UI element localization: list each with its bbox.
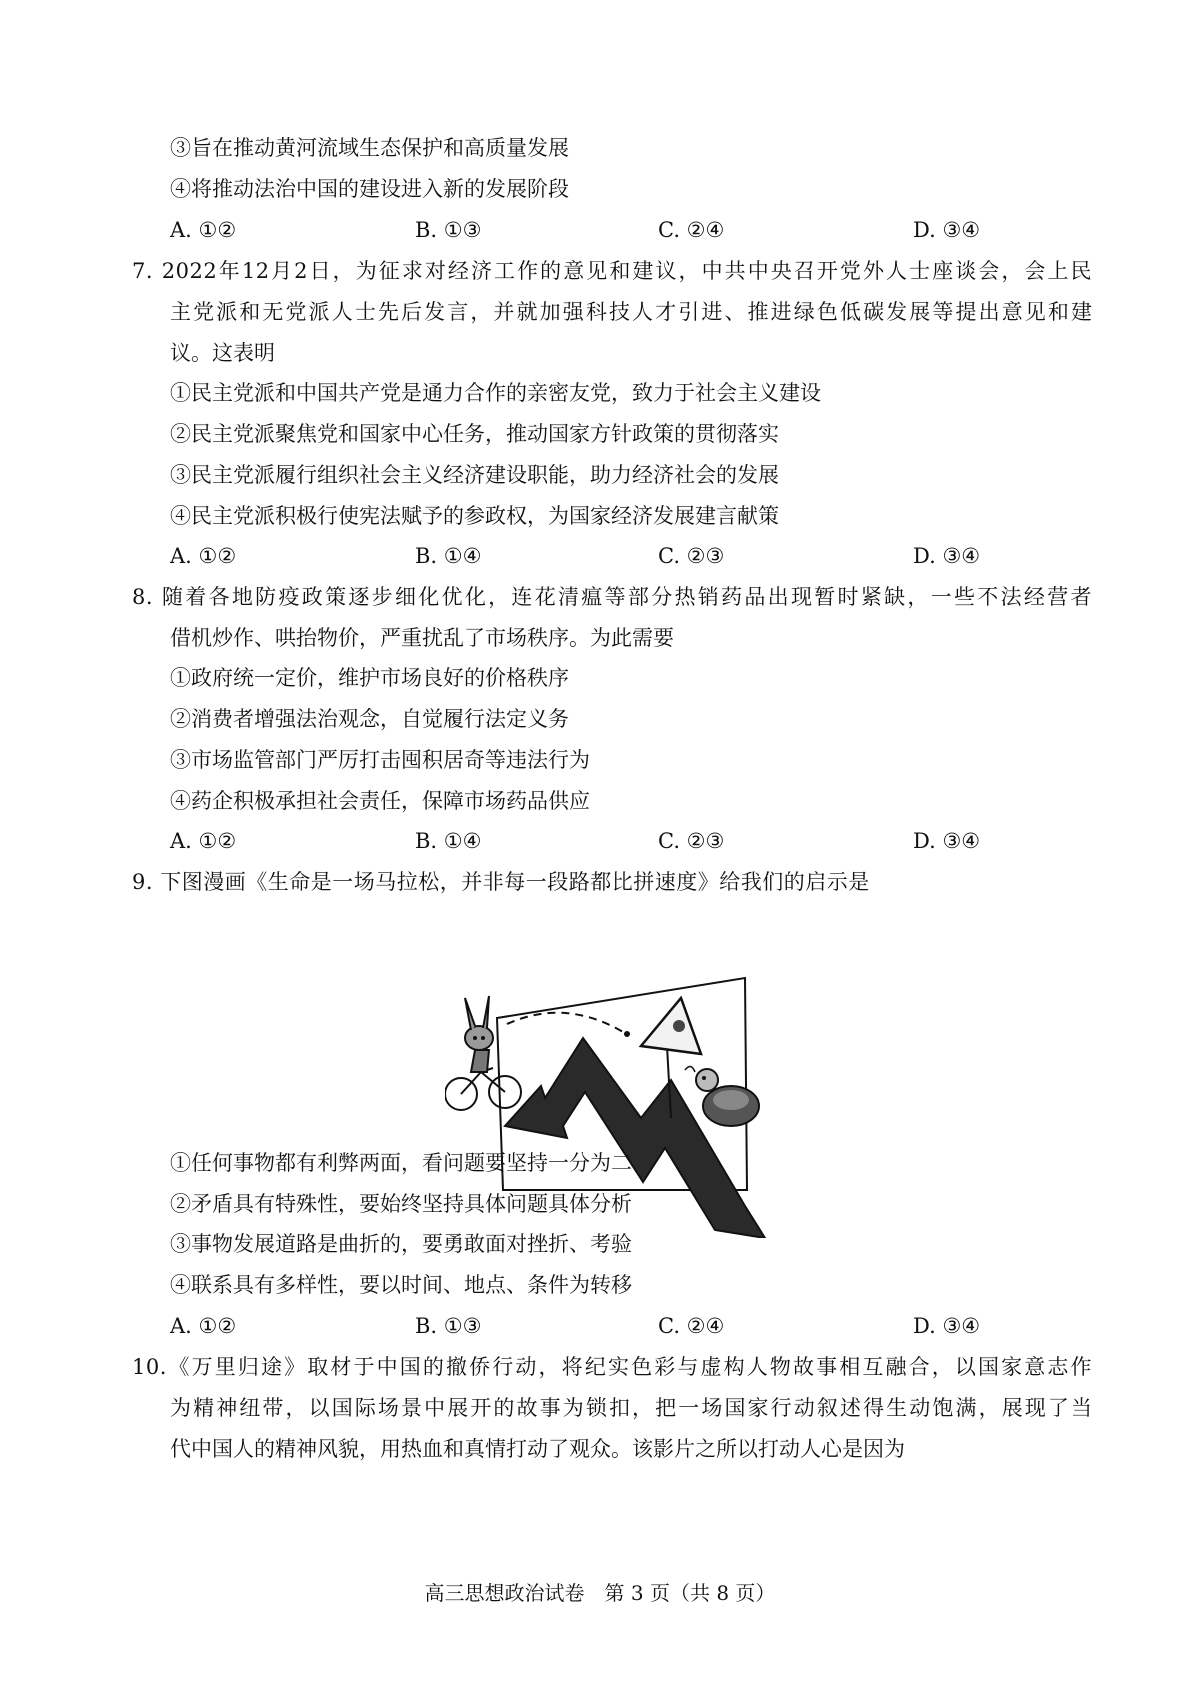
q9-choice-c: C. ②④ bbox=[658, 1314, 725, 1338]
q10-stem-line-1: 10.《万里归途》取材于中国的撤侨行动，将纪实色彩与虚构人物故事相互融合，以国家意志作 bbox=[132, 1355, 1092, 1379]
q9-option-1: ①任何事物都有利弊两面，看问题要坚持一分为二 bbox=[170, 1151, 632, 1175]
q9-choice-d: D. ③④ bbox=[913, 1314, 981, 1338]
q8-choices bbox=[170, 826, 1070, 856]
q9-option-4: ④联系具有多样性，要以时间、地点、条件为转移 bbox=[170, 1273, 632, 1297]
q7-choice-a: A. ①② bbox=[170, 544, 237, 568]
q9-choices bbox=[170, 1311, 1070, 1341]
q9-option-3: ③事物发展道路是曲折的，要勇敢面对挫折、考验 bbox=[170, 1232, 632, 1256]
q8-option-3: ③市场监管部门严厉打击囤积居奇等违法行为 bbox=[170, 748, 590, 772]
q7-option-1: ①民主党派和中国共产党是通力合作的亲密友党，致力于社会主义建设 bbox=[170, 381, 821, 405]
q6-option-3: ③旨在推动黄河流域生态保护和高质量发展 bbox=[170, 136, 569, 160]
q8-stem-line-2: 借机炒作、哄抬物价，严重扰乱了市场秩序。为此需要 bbox=[170, 626, 674, 650]
q7-choices bbox=[170, 541, 1070, 571]
q8-option-1: ①政府统一定价，维护市场良好的价格秩序 bbox=[170, 666, 569, 690]
q6-choice-a: A. ①② bbox=[170, 218, 237, 242]
q7-option-3: ③民主党派履行组织社会主义经济建设职能，助力经济社会的发展 bbox=[170, 463, 779, 487]
q8-option-2: ②消费者增强法治观念，自觉履行法定义务 bbox=[170, 707, 569, 731]
q9-stem-line-1: 9. 下图漫画《生命是一场马拉松，并非每一段路都比拼速度》给我们的启示是 bbox=[132, 870, 870, 894]
q8-option-4: ④药企积极承担社会责任，保障市场药品供应 bbox=[170, 789, 590, 813]
q6-choice-c: C. ②④ bbox=[658, 218, 725, 242]
page-footer: 高三思想政治试卷 第 3 页（共 8 页） bbox=[424, 1581, 776, 1605]
q6-choice-d: D. ③④ bbox=[913, 218, 981, 242]
q7-choice-b: B. ①④ bbox=[415, 544, 482, 568]
q8-choice-a: A. ①② bbox=[170, 829, 237, 853]
q7-stem-line-3: 议。这表明 bbox=[170, 341, 275, 365]
q9-choice-a: A. ①② bbox=[170, 1314, 237, 1338]
q7-choice-d: D. ③④ bbox=[913, 544, 981, 568]
q7-stem-line-1: 7. 2022年12月2日，为征求对经济工作的意见和建议，中共中央召开党外人士座谈会，会上民 bbox=[132, 259, 1092, 283]
q6-choice-b: B. ①③ bbox=[415, 218, 482, 242]
q6-choices bbox=[170, 215, 1070, 245]
q7-option-4: ④民主党派积极行使宪法赋予的参政权，为国家经济发展建言献策 bbox=[170, 504, 779, 528]
q8-choice-c: C. ②③ bbox=[658, 829, 725, 853]
q10-stem-line-3: 代中国人的精神风貌，用热血和真情打动了观众。该影片之所以打动人心是因为 bbox=[170, 1437, 905, 1461]
q7-choice-c: C. ②③ bbox=[658, 544, 725, 568]
q8-choice-b: B. ①④ bbox=[415, 829, 482, 853]
q7-stem-line-2: 主党派和无党派人士先后发言，并就加强科技人才引进、推进绿色低碳发展等提出意见和建 bbox=[170, 300, 1092, 324]
q7-option-2: ②民主党派聚焦党和国家中心任务，推动国家方针政策的贯彻落实 bbox=[170, 422, 779, 446]
q9-choice-b: B. ①③ bbox=[415, 1314, 482, 1338]
q8-choice-d: D. ③④ bbox=[913, 829, 981, 853]
q10-stem-line-2: 为精神纽带，以国际场景中展开的故事为锁扣，把一场国家行动叙述得生动饱满，展现了当 bbox=[170, 1396, 1092, 1420]
q9-option-2: ②矛盾具有特殊性，要始终坚持具体问题具体分析 bbox=[170, 1192, 632, 1216]
q8-stem-line-1: 8. 随着各地防疫政策逐步细化优化，连花清瘟等部分热销药品出现暂时紧缺，一些不法经营者 bbox=[132, 585, 1092, 609]
q6-option-4: ④将推动法治中国的建设进入新的发展阶段 bbox=[170, 177, 569, 201]
